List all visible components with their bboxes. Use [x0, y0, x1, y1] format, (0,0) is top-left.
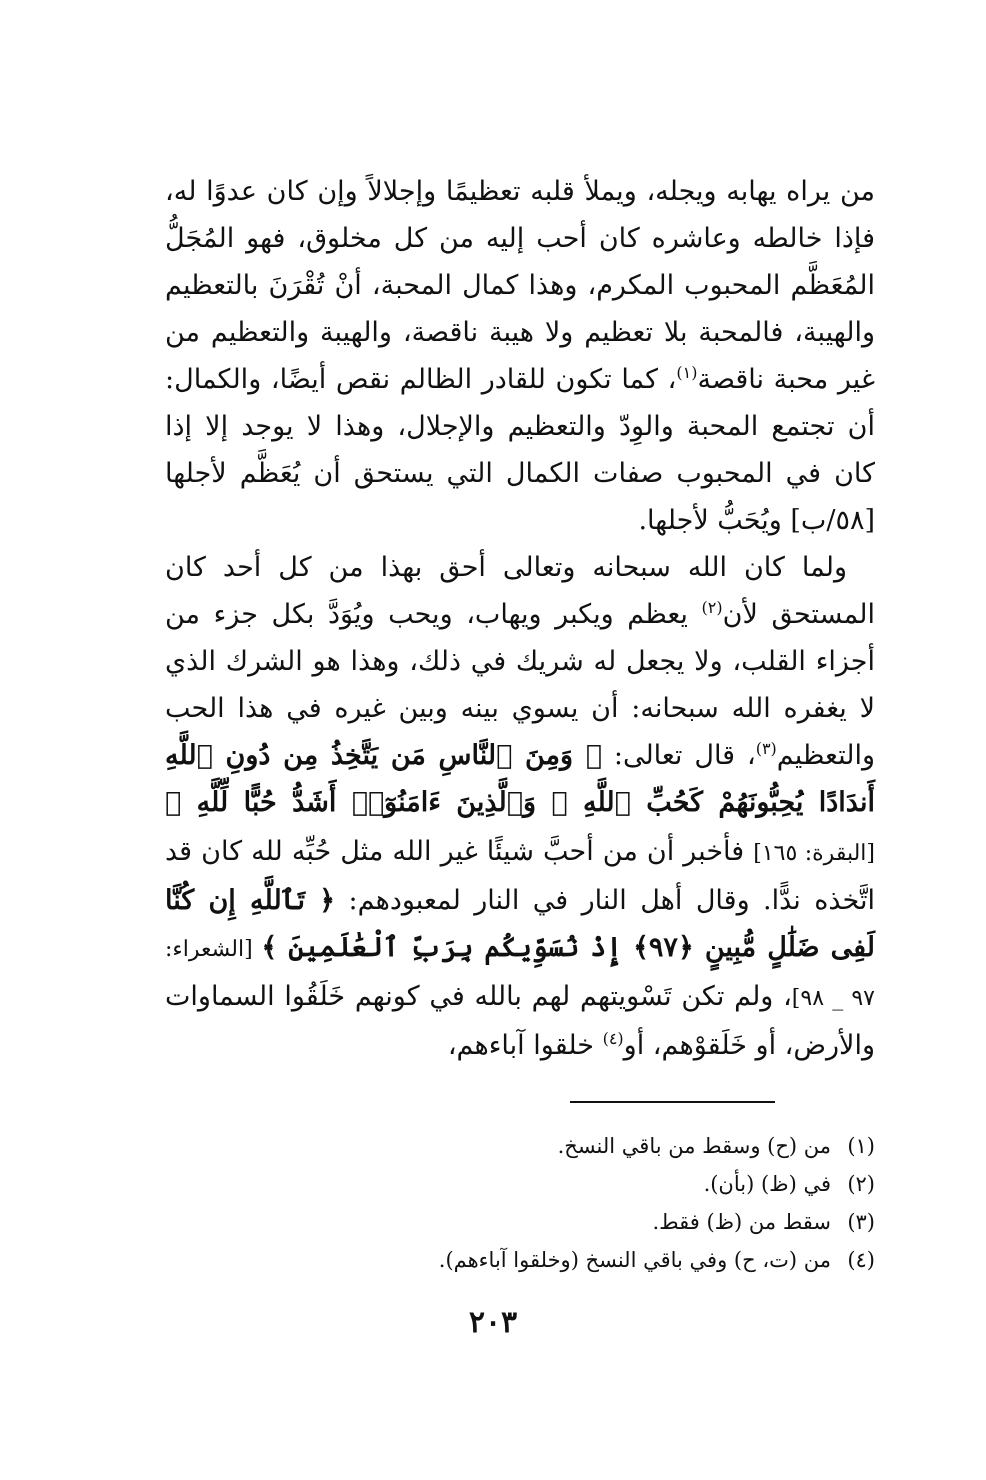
footnote-1	[155, 1127, 875, 1165]
footnote-4-number: (٤)	[847, 1248, 875, 1272]
footnote-4	[155, 1241, 875, 1279]
footnote-1-number: (١)	[847, 1134, 875, 1158]
paragraph-2-text-5: ، ولم تكن تَسْويتهم لهم بالله في كونهم خَلَقُوا السماوات والأرض، أو خَلَقوْهم، أو	[165, 981, 875, 1061]
footnote-3-number: (٣)	[847, 1210, 875, 1234]
footnote-4-text: من (ت، ح) وفي باقي النسخ (وخلقوا آباءهم).	[438, 1248, 831, 1272]
paragraph-1-text-continued: ، كما تكون للقادر الظالم نقص أيضًا، والكمال: أن تجتمع المحبة والوِدّ والتعظيم والإجلال، وهذا لا يوجد إلا إذا كان في المحبوب صفات الكمال التي يستحق أن يُعَظَّم لأجلها [٥٨/ب] ويُحَبُّ لأجلها.	[165, 364, 875, 536]
paragraph-2-text-6: خلقوا آباءهم،	[447, 1030, 603, 1061]
page-number: ٢٠٣	[468, 1305, 518, 1340]
footnote-marker-1[interactable]: (١)	[676, 363, 698, 382]
paragraph-2-text-4: فأخبر أن من أحبَّ شيئًا غير الله مثل حُبِّه لله كان قد اتَّخذه ندًّا. وقال أهل النار في النار لمعبودهم:	[165, 836, 875, 916]
paragraph-2	[165, 544, 875, 1069]
quran-verse-2: ﴿ تَٱللَّهِ إِن كُنَّا لَفِى ضَلَٰلٍ مُّبِينٍ ﴿٩٧﴾ إِذْ نُسَوِّيكُم بِرَبِّ ٱلْعَٰلَمِينَ ﴾	[165, 885, 875, 963]
footnote-marker-3[interactable]: (٣)	[755, 739, 777, 758]
paragraph-2-text-1: ولما كان الله سبحانه وتعالى أحق بهذا من كل أحد كان المستحق لأن	[165, 552, 875, 630]
footnote-1-text: من (ح) وسقط من باقي النسخ.	[557, 1134, 831, 1158]
paragraph-2-text-3: ، قال تعالى:	[601, 740, 756, 771]
paragraph-1-text: من يراه يهابه ويجله، ويملأ قلبه تعظيمًا وإجلالاً وإن كان عدوًا له، فإذا خالطه وعاشره كان أحب إليه من كل مخلوق، فهو المُجَلُّ المُعَظَّم المحبوب المكرم، وهذا كمال المحبة، أنْ تُقْرَنَ بالتعظيم والهيبة، فالمحبة بلا تعظيم ولا هيبة ناقصة، والهيبة والتعظيم من غير محبة ناقصة	[165, 176, 875, 395]
footnote-2	[155, 1165, 875, 1203]
paragraph-2-text-2: يعظم ويكبر ويهاب، ويحب ويُوَدَّ بكل جزء من أجزاء القلب، ولا يجعل له شريك في ذلك، وهذا هو الشرك الذي لا يغفره الله سبحانه: أن يسوي بينه وبين غيره في هذا الحب والتعظيم	[165, 599, 875, 771]
footnote-marker-2[interactable]: (٢)	[701, 598, 723, 617]
footnote-divider	[570, 1101, 775, 1103]
main-text	[165, 168, 875, 1069]
footnotes	[155, 1127, 875, 1279]
footnote-marker-4[interactable]: (٤)	[602, 1029, 624, 1048]
paragraph-1	[165, 168, 875, 544]
verse-reference-1: [البقرة: ١٦٥]	[753, 841, 875, 866]
footnote-3-text: سقط من (ظ) فقط.	[652, 1210, 831, 1234]
footnote-2-number: (٢)	[847, 1172, 875, 1196]
verse-reference-2: [الشعراء: ٩٧ _ ٩٨]	[165, 937, 875, 1011]
footnote-3	[155, 1203, 875, 1241]
footnote-2-text: في (ظ) (بأن).	[703, 1172, 831, 1196]
quran-verse-1: ﴿ وَمِنَ ٱلنَّاسِ مَن يَتَّخِذُ مِن دُونِ ٱللَّهِ أَندَادًا يُحِبُّونَهُمْ كَحُبِّ ٱللَّهِ ۖ وَٱلَّذِينَ ءَامَنُوٓا۟ أَشَدُّ حُبًّا لِّلَّهِ ﴾	[165, 740, 875, 818]
